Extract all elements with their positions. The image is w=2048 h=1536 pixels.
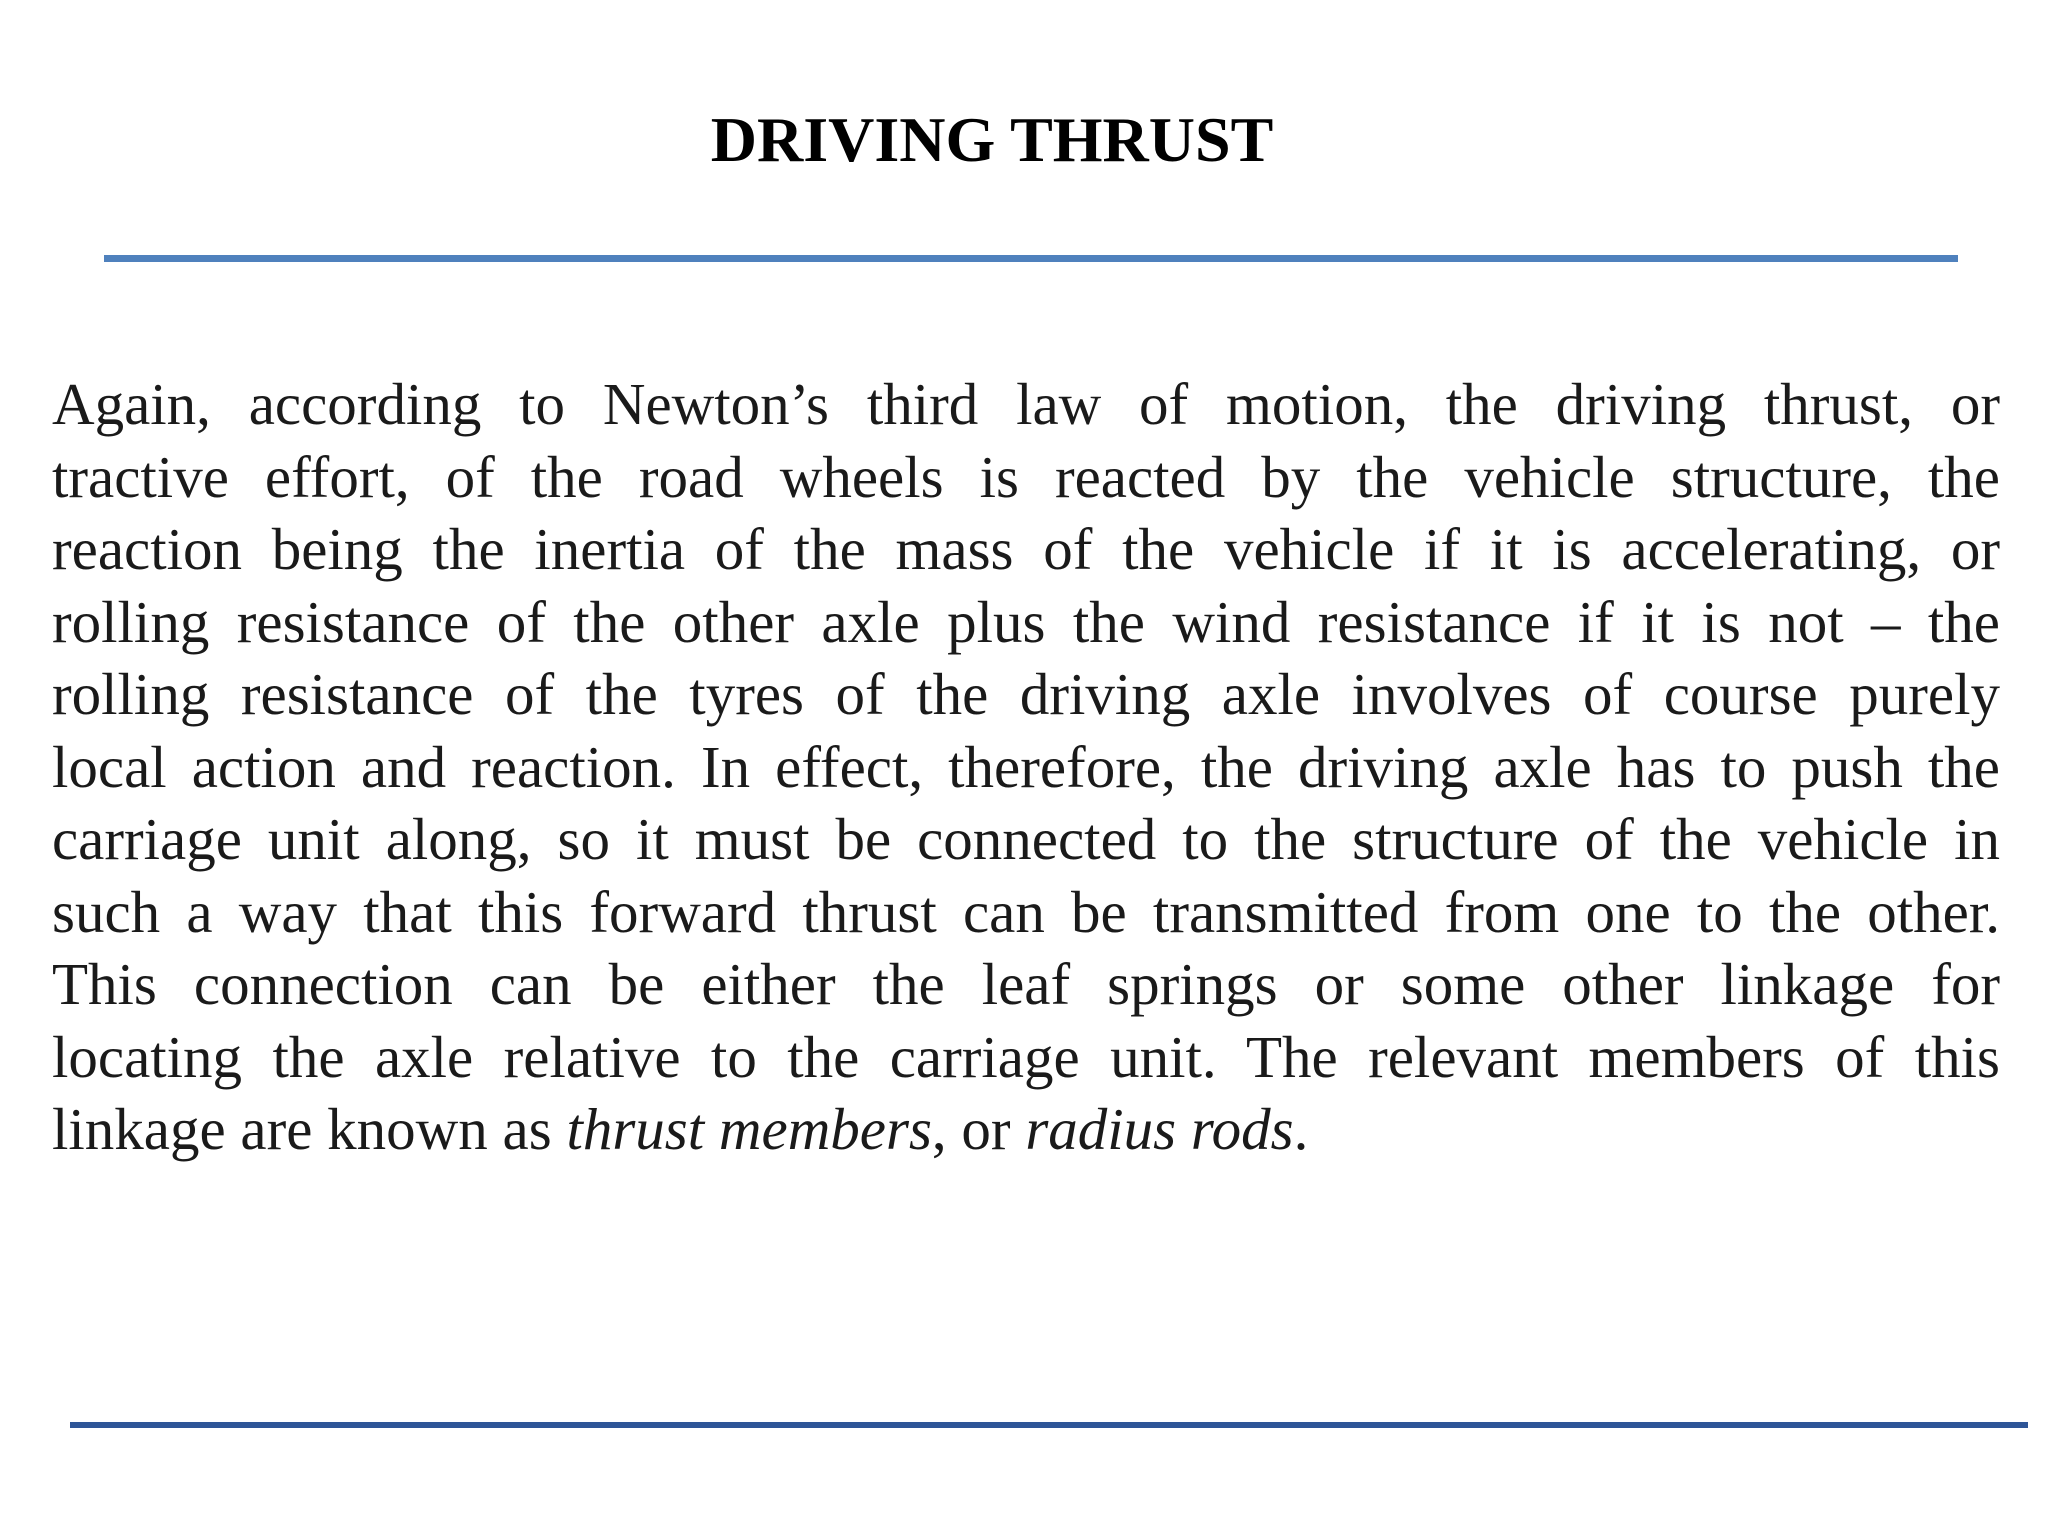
paragraph-line: rolling resistance of the tyres of the driving axle involves of course purely xyxy=(52,661,2000,727)
paragraph-line: such a way that this forward thrust can be transmitted from one to the other. xyxy=(52,878,2000,945)
paragraph-last-line xyxy=(52,1093,2000,1166)
footer-divider xyxy=(70,1422,2028,1428)
paragraph-line: This connection can be either the leaf springs or some other linkage for xyxy=(52,951,2000,1017)
slide-title: DRIVING THRUST xyxy=(710,104,1274,175)
paragraph-line: Again, according to Newton’s third law of motion, the driving thrust, or xyxy=(52,371,2000,437)
title-divider xyxy=(104,255,1958,262)
paragraph-line: local action and reaction. In effect, therefore, the driving axle has to push the xyxy=(52,733,2000,800)
last-line-middle: , or xyxy=(931,1096,1026,1162)
last-line-prefix: linkage are known as xyxy=(52,1096,567,1162)
last-line-suffix: . xyxy=(1293,1096,1309,1162)
paragraph-line: carriage unit along, so it must be connected to the structure of the vehicle in xyxy=(52,806,2000,872)
paragraph-line: locating the axle relative to the carriage unit. The relevant members of this xyxy=(52,1023,2000,1090)
term-thrust-members: thrust members xyxy=(566,1096,932,1162)
paragraph-line: reaction being the inertia of the mass of the vehicle if it is accelerating, or xyxy=(52,516,2000,582)
paragraph-line: tractive effort, of the road wheels is reacted by the vehicle structure, the xyxy=(52,443,2000,510)
body-paragraph xyxy=(52,368,2000,1166)
paragraph-line: rolling resistance of the other axle plus the wind resistance if it is not – the xyxy=(52,588,2000,655)
term-radius-rods: radius rods xyxy=(1025,1096,1294,1162)
